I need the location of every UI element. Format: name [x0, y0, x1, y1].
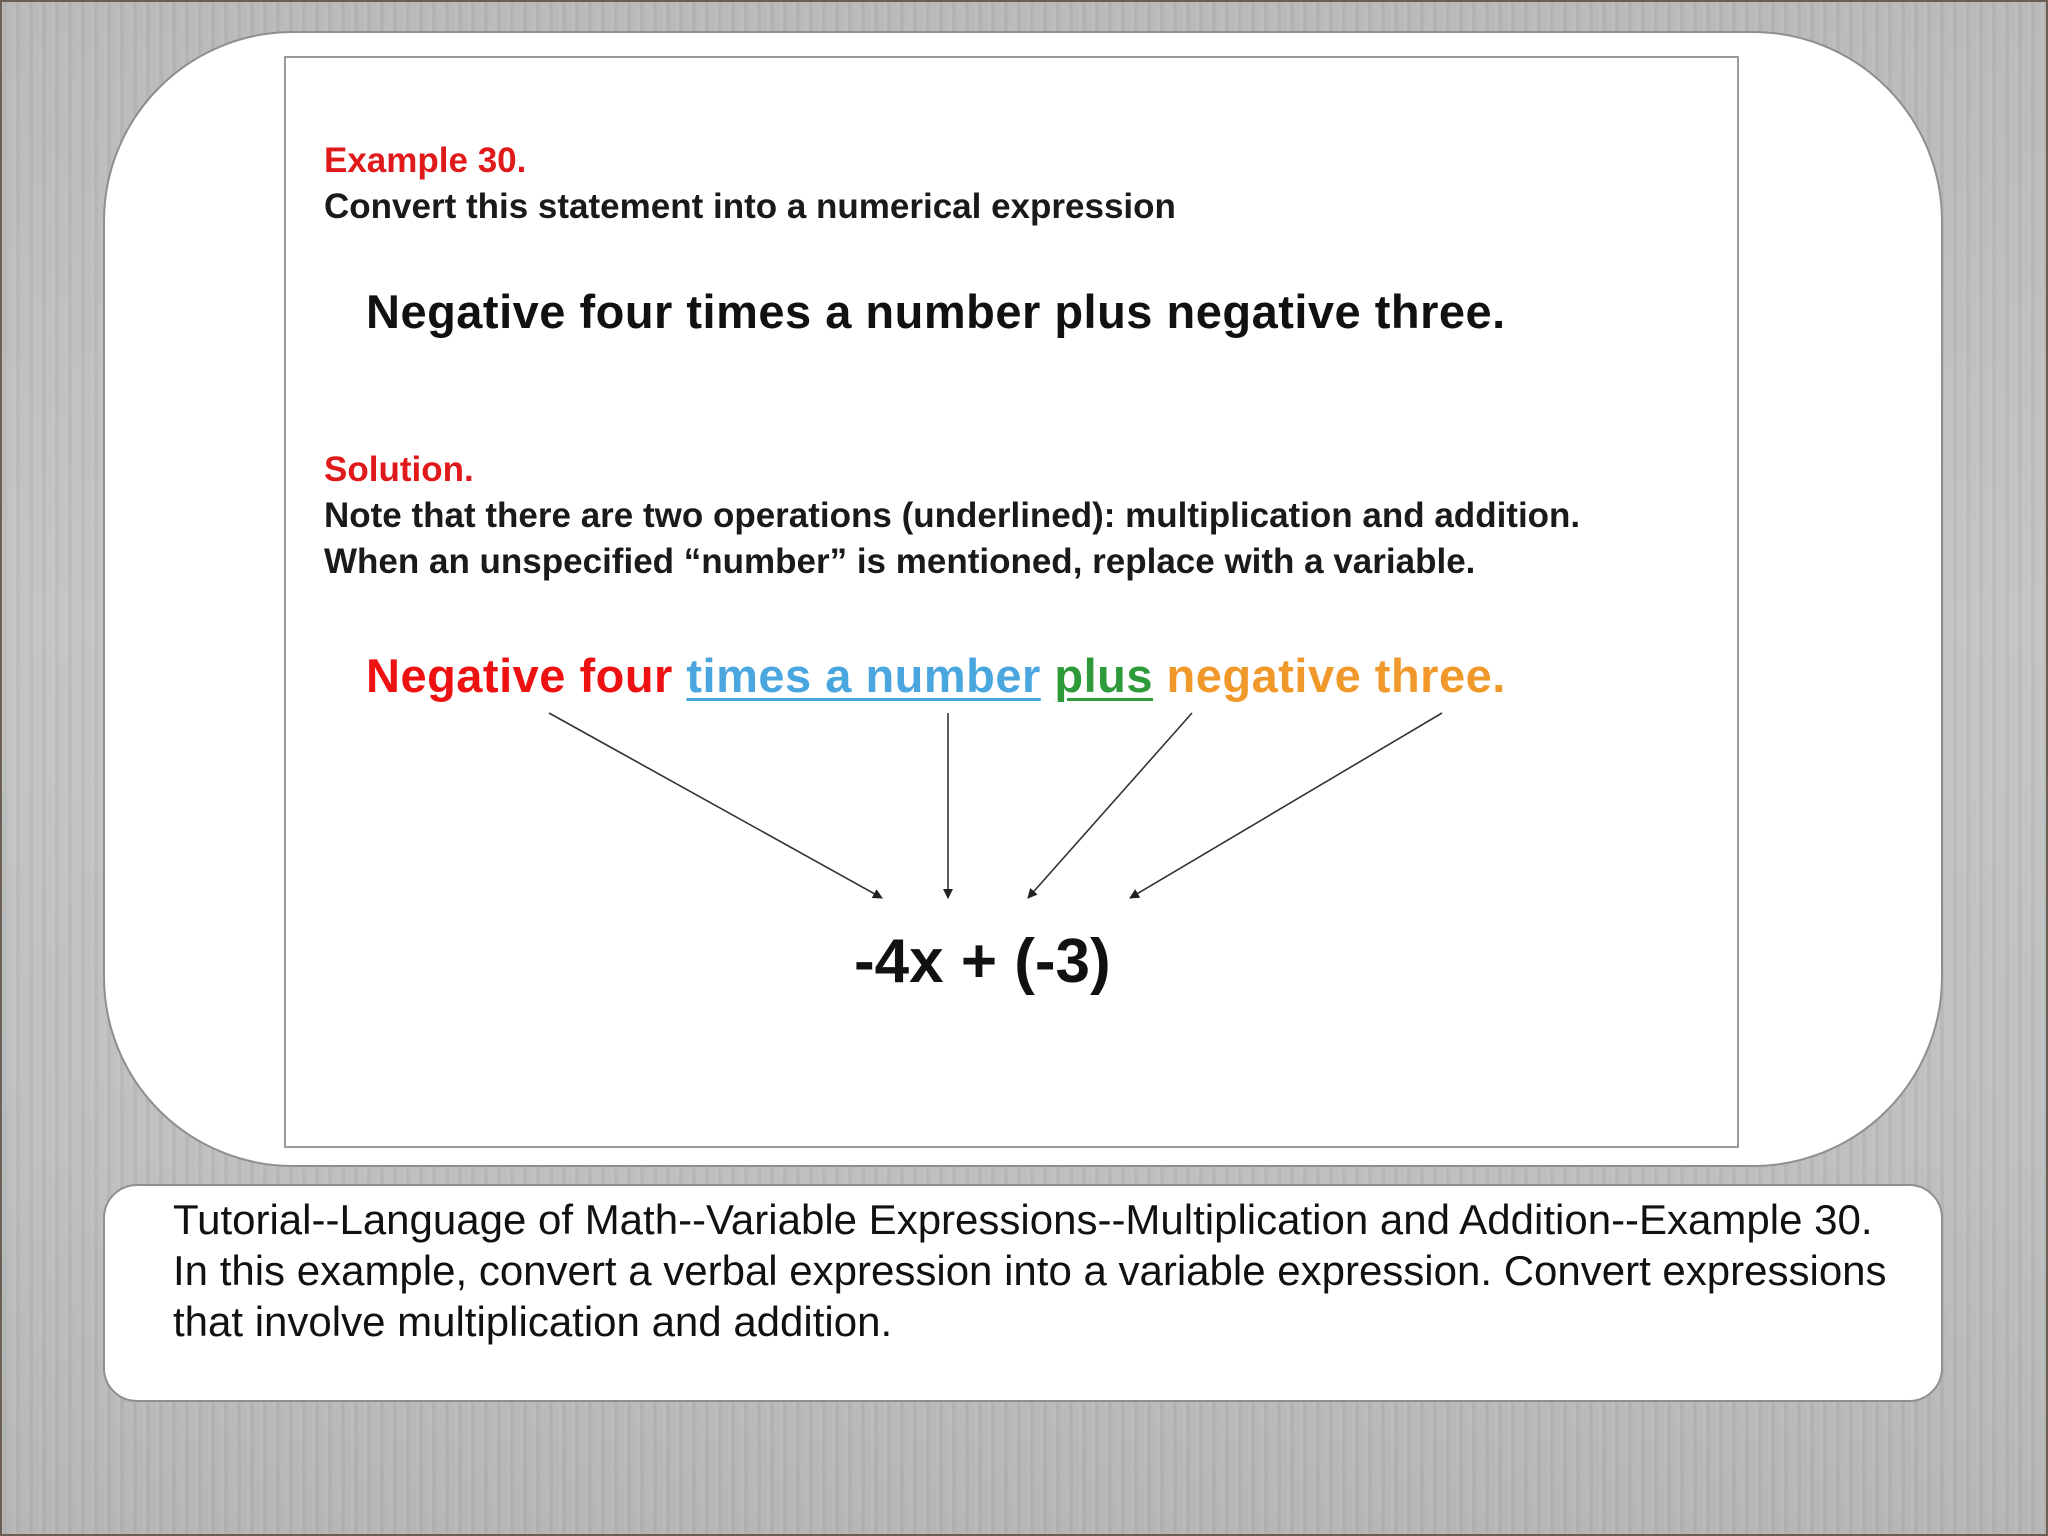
arrow-negative-three — [1130, 713, 1442, 898]
slide-content — [284, 56, 1739, 1148]
solution-note: Note that there are two operations (underlined): multiplication and addition. When an unspecified “number” is mentioned, replace with a variable. — [324, 496, 1581, 581]
part-negative-four: Negative four — [366, 649, 673, 702]
part-negative-three: negative three. — [1166, 649, 1506, 702]
verbal-statement: Negative four times a number plus negative three. — [366, 285, 1506, 338]
solution-label: Solution. — [324, 450, 474, 489]
part-times-a-number: times a number — [686, 649, 1041, 702]
example-label: Example 30. — [324, 141, 527, 180]
instruction-text: Convert this statement into a numerical expression — [324, 187, 1176, 226]
caption-box — [103, 1184, 1943, 1402]
part-plus: plus — [1054, 649, 1153, 702]
arrow-plus — [1028, 713, 1192, 898]
algebraic-expression: -4x + (-3) — [854, 927, 1111, 996]
caption-text: Tutorial--Language of Math--Variable Expressions--Multiplication and Addition--Example 30. In this example, convert a verbal expression into a variable expression. Convert expressions that involve multiplication and addition. — [173, 1196, 1887, 1345]
arrow-negative-four — [549, 713, 882, 898]
